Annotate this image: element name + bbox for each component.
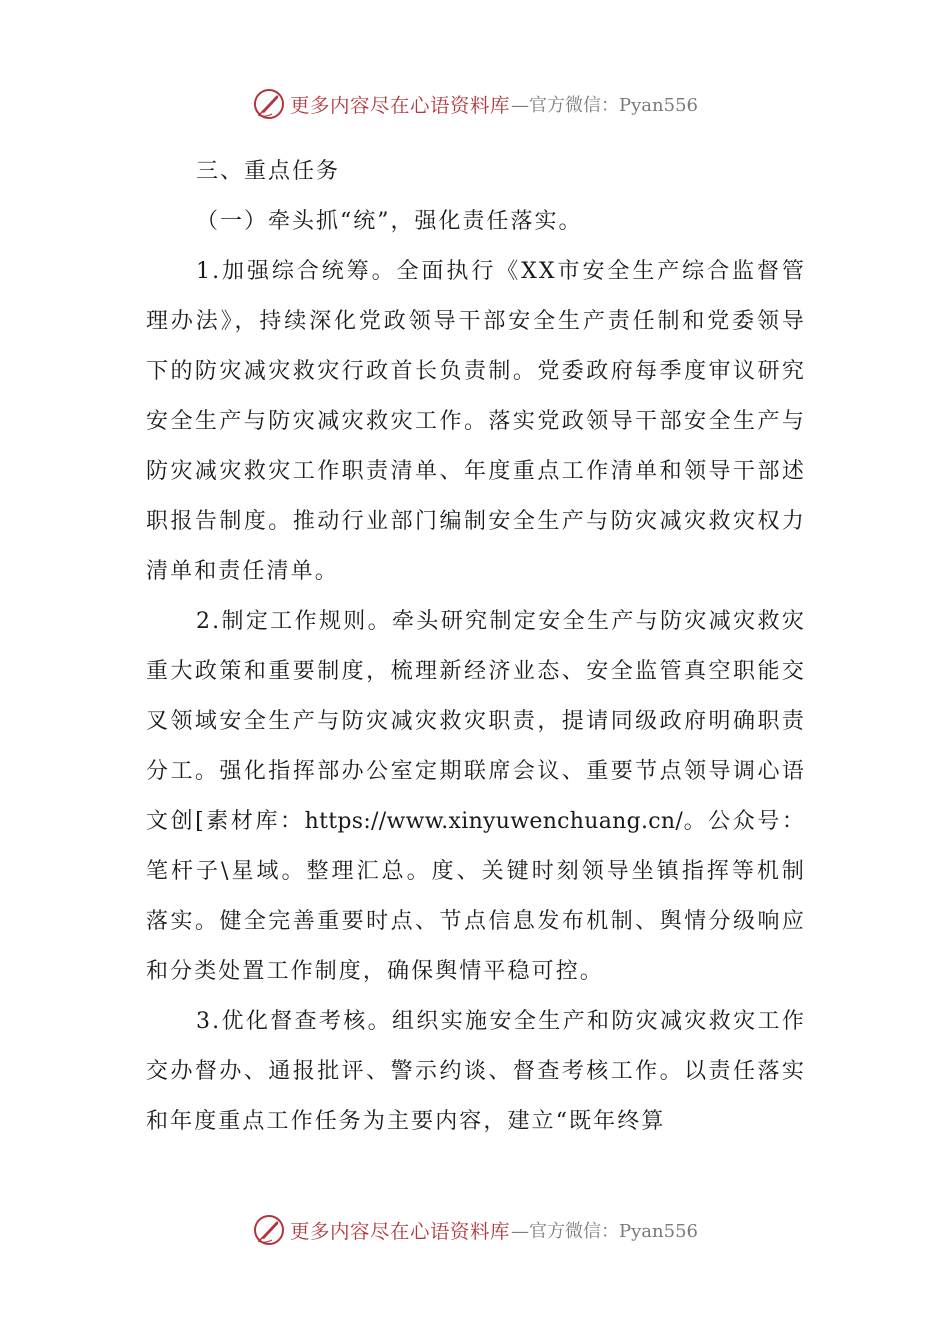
banner-contact-text: —官方微信：Pyan556 [511, 95, 698, 116]
paragraph-1: 1.加强综合统筹。全面执行《XX市安全生产综合监督管理办法》，持续深化党政领导干部安全生产责任制和党委领导下的防灾减灾救灾行政首长负责制。党委政府每季度审议研究安全生产与防灾减灾救灾工作。落实党政领导干部安全生产与防灾减灾救灾工作职责清单、年度重点工作清单和领导干部述职报告制度。推动行业部门编制安全生产与防灾减灾救灾权力清单和责任清单。 [146, 259, 806, 584]
banner-brand-text: 更多内容尽在心语资料库 [290, 94, 511, 117]
paragraph-3: 3.优化督查考核。组织实施安全生产和防灾减灾救灾工作交办督办、通报批评、警示约谈、督查考核工作。以责任落实和年度重点工作任务为主要内容，建立“既年终算 [146, 1009, 806, 1134]
banner-brand-text: 更多内容尽在心语资料库 [290, 1220, 511, 1243]
paragraph-2 [146, 597, 806, 997]
header-watermark-banner [0, 82, 950, 126]
footer-watermark-banner [0, 1208, 950, 1252]
document-body [146, 147, 806, 1147]
paragraph-2-text-after: 。公众号：笔杆子\星域。整理汇总。度、关键时刻领导坐镇指挥等机制落实。健全完善重要时点、节点信息发布机制、舆情分级响应和分类处置工作制度，确保舆情平稳可控。 [146, 809, 806, 984]
section-heading: 三、重点任务 [196, 159, 341, 184]
quill-pen-logo-icon [252, 87, 286, 121]
website-url: https://www.xinyuwenchuang.cn/ [304, 809, 684, 834]
paragraph-2-text-before: 2.制定工作规则。牵头研究制定安全生产与防灾减灾救灾重大政策和重要制度，梳理新经济业态、安全监管真空职能交叉领域安全生产与防灾减灾救灾职责，提请同级政府明确职责分工。强化指挥部办公室定期联席会议、重要节点领导调心语文创[素材库： [146, 609, 806, 834]
banner-contact-text: —官方微信：Pyan556 [511, 1221, 698, 1242]
quill-pen-logo-icon [252, 1213, 286, 1247]
section-subheading: （一）牵头抓“统”，强化责任落实。 [196, 209, 583, 234]
